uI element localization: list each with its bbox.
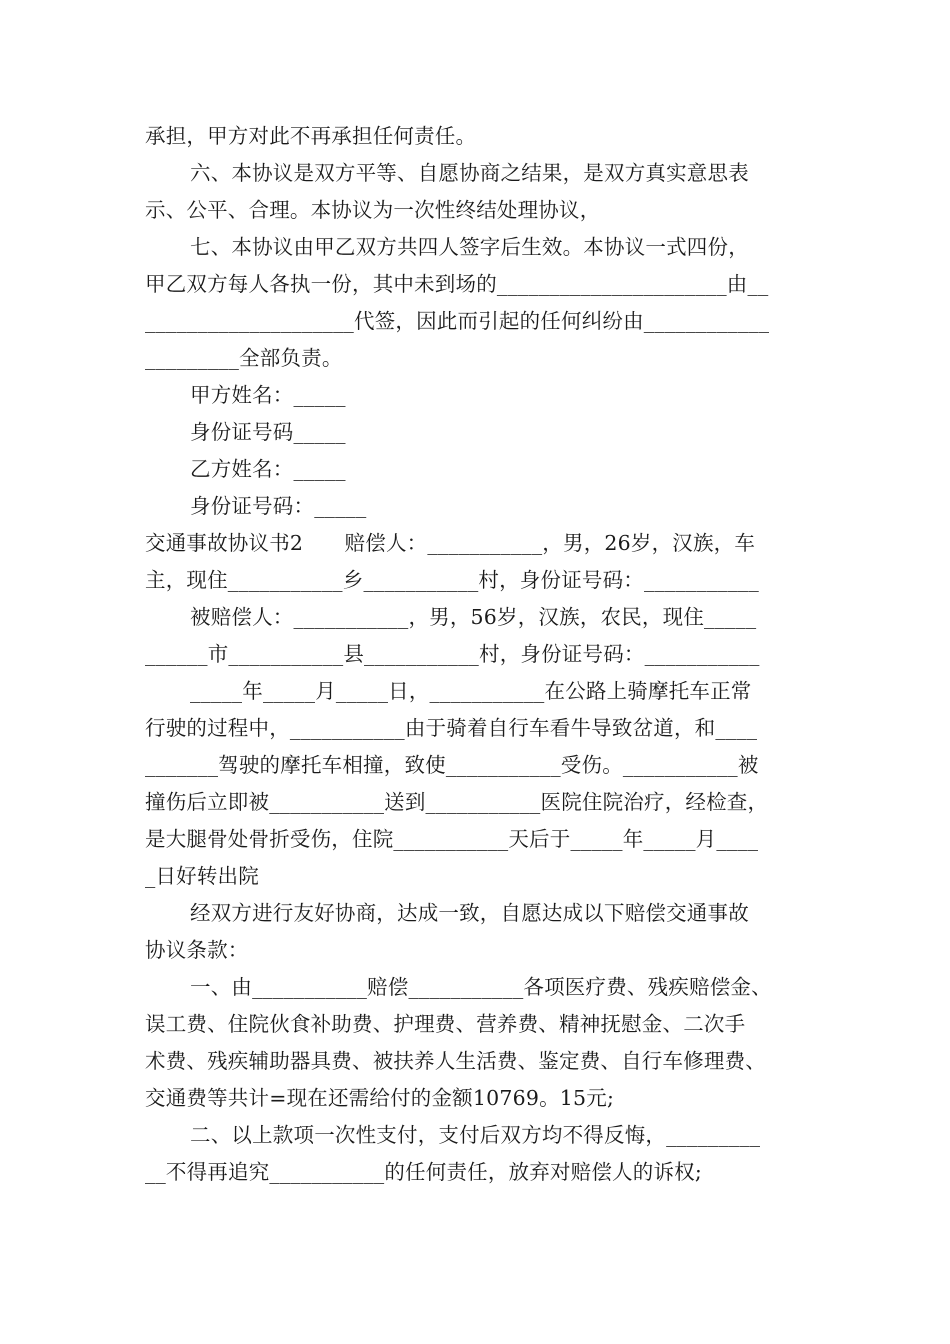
text-line: __不得再追究___________的任何责任，放弃对赔偿人的诉权; bbox=[145, 1160, 702, 1184]
text-line: 六、本协议是双方平等、自愿协商之结果，是双方真实意思表 bbox=[190, 161, 749, 185]
text-line: ______市___________县___________村，身份证号码：___________ bbox=[145, 642, 760, 666]
text-line: 撞伤后立即被___________送到___________医院住院治疗，经检查， bbox=[145, 790, 769, 814]
text-line: 是大腿骨处骨折受伤，住院___________天后于_____年_____月____ bbox=[145, 827, 759, 851]
text-line: 行驶的过程中，___________由于骑着自行车看牛导致岔道，和____ bbox=[145, 716, 758, 740]
text-line: 经双方进行友好协商，达成一致，自愿达成以下赔偿交通事故 bbox=[190, 901, 749, 925]
document-page bbox=[145, 118, 815, 1191]
text-line: 甲乙双方每人各执一份，其中未到场的______________________由__ bbox=[145, 272, 769, 296]
party-b-id-field: 身份证号码：_____ bbox=[190, 494, 367, 518]
party-b-name-field: 乙方姓名：_____ bbox=[190, 457, 346, 481]
text-line: 七、本协议由甲乙双方共四人签字后生效。本协议一式四份， bbox=[190, 235, 749, 259]
text-line: 被赔偿人：___________，男，56岁，汉族，农民，现住_____ bbox=[190, 605, 757, 629]
party-a-id-field: 身份证号码_____ bbox=[190, 420, 346, 444]
text-line: 术费、残疾辅助器具费、被扶养人生活费、鉴定费、自行车修理费、 bbox=[145, 1049, 766, 1073]
text-line: _________全部负责。 bbox=[145, 346, 343, 370]
text-line: 协议条款： bbox=[145, 938, 249, 962]
text-line: 二、以上款项一次性支付，支付后双方均不得反悔，_________ bbox=[190, 1123, 761, 1147]
text-line: _____年_____月_____日，___________在公路上骑摩托车正常 bbox=[190, 679, 752, 703]
text-line: 一、由___________赔偿___________各项医疗费、残疾赔偿金、 bbox=[190, 975, 772, 999]
text-line: _______驾驶的摩托车相撞，致使___________受伤。___________被 bbox=[145, 753, 759, 777]
text-line: _日好转出院 bbox=[145, 864, 259, 888]
text-line: ____________________代签，因此而引起的任何纠纷由____________ bbox=[145, 309, 770, 333]
text-line: 交通费等共计=现在还需给付的金额10769。15元; bbox=[145, 1086, 615, 1110]
text-line: 主，现住___________乡___________村，身份证号码：___________ bbox=[145, 568, 759, 592]
text-line: 误工费、住院伙食补助费、护理费、营养费、精神抚慰金、二次手 bbox=[145, 1012, 746, 1036]
text-line: 示、公平、合理。本协议为一次性终结处理协议， bbox=[145, 198, 601, 222]
text-line: 交通事故协议书2 赔偿人：___________，男，26岁，汉族，车 bbox=[145, 531, 756, 555]
text-line: 承担，甲方对此不再承担任何责任。 bbox=[145, 124, 477, 148]
party-a-name-field: 甲方姓名：_____ bbox=[190, 383, 346, 407]
